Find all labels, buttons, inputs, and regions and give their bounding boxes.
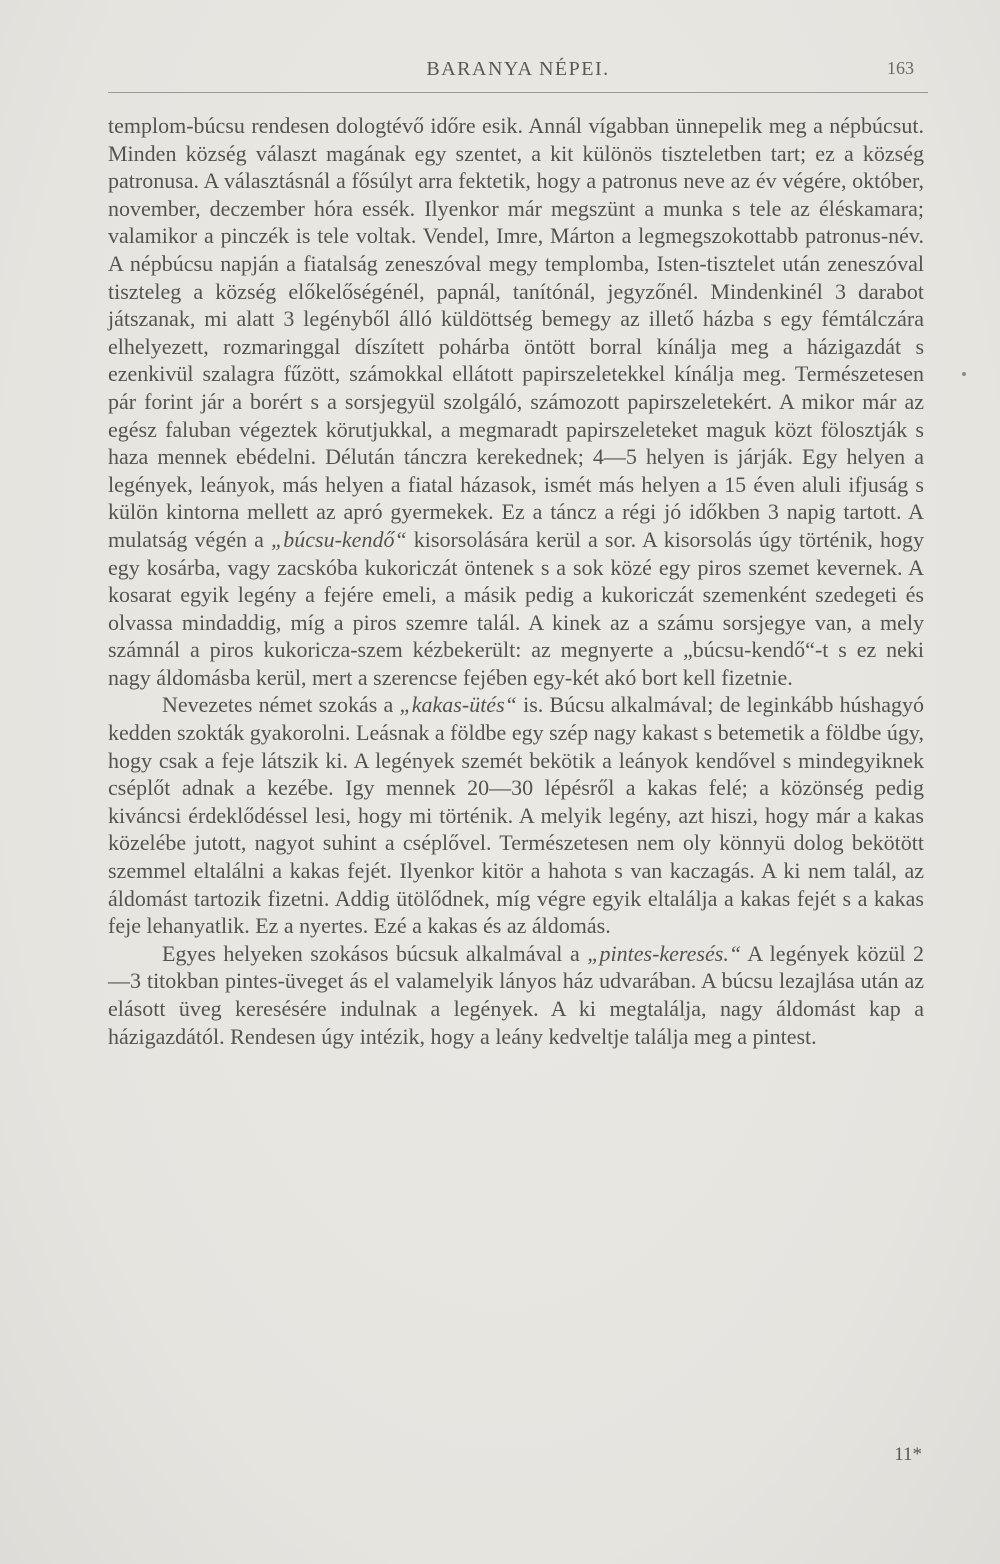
signature-mark: 11* bbox=[894, 1444, 922, 1465]
page-number: 163 bbox=[887, 58, 914, 78]
paragraph bbox=[108, 112, 924, 691]
italic-term: „búcsu-kendő“ bbox=[271, 526, 407, 552]
paragraph-text: kisorsolására kerül a sor. A kisorsolás úgy történik, hogy egy kosárba, vagy zacskóba kukoriczát öntenek s a sok közé egy piros szemet kevernek. A kosarat egyik legény a fejére emeli, a másik pedig a kukoriczát szemenként szedegeti és olvassa mindaddig, míg a piros szemre talál. A kinek az a számu sorsjegye van, a mely számnál a piros kukoricza-szem kézbekerült: az megnyerte a „búcsu-kendő“-t s ez neki nagy áldomásba kerül, mert a szerencse fejében egy-két akó bort kell fizetnie. bbox=[108, 526, 924, 690]
body-text bbox=[108, 112, 924, 1050]
page-header bbox=[108, 56, 928, 93]
paragraph-text: Egyes helyeken szokásos búcsuk alkalmával a bbox=[162, 940, 588, 966]
running-head: BARANYA NÉPEI. bbox=[426, 58, 610, 80]
paragraph-text: A legények közül 2—3 titokban pintes-üveget ás el valamelyik lányos ház udvarában. A búcsu lezajlása után az elásott üveg keresésére indulnak a legények. A ki megtalálja, nagy áldomást kap a házigazdától. Rendesen úgy intézik, hogy a leány kedveltje találja meg a pintest. bbox=[108, 940, 924, 1049]
italic-term: „kakas-ütés“ bbox=[399, 692, 517, 718]
paragraph-text: Nevezetes német szokás a bbox=[162, 692, 400, 718]
paragraph bbox=[108, 940, 924, 1050]
paragraph-text: templom-búcsu rendesen dologtévő időre esik. Annál vígabban ünnepelik meg a népbúcsut. Minden község választ magának egy szentet, a kit különös tiszteletben tart; ez a község patronusa. A választásnál a fősúlyt arra fektetik, hogy a patronus neve az év végére, október, november, deczember hóra essék. Ilyenkor már megszünt a munka s tele az éléskamara; valamikor a pinczék is tele voltak. Vendel, Imre, Márton a legmegszokottabb patronus-név. A népbúcsu napján a fiatalság zeneszóval megy templomba, Isten-tisztelet után zeneszóval tiszteleg a község előkelőségénél, papnál, tanítónál, jegyzőnél. Mindenkinél 3 darabot játszanak, mi alatt 3 legényből álló küldöttség bemegy az illető házba s egy fémtálczára elhelyezett, rozmaringgal díszített pohárba öntött borral kínálja meg a házigazdát s ezenkivül szalagra fűzött, számokkal ellátott papirszeletekkel kínálja meg. Természetesen pár forint jár a borért s a sorsjegyül szolgáló, számozott papirszeletekért. A mikor már az egész faluban végeztek körutjukkal, a megmaradt papirszeleteket maguk közt fölosztják s haza mennek ebédelni. Délután tánczra kerekednek; 4—5 helyen is járják. Egy helyen a legények, leányok, más helyen a fiatal házasok, ismét más helyen a 15 éven aluli ifjuság s külön kintorna mellett az apró gyermekek. Ez a táncz a régi jó időkben 3 napig tartott. A mulatság végén a bbox=[108, 113, 924, 552]
italic-term: „pintes-keresés.“ bbox=[587, 940, 742, 966]
margin-speck bbox=[962, 372, 966, 376]
paragraph bbox=[108, 691, 924, 939]
paragraph-text: is. Búcsu alkalmával; de leginkább húshagyó kedden szokták gyakorolni. Leásnak a földbe egy szép nagy kakast s betemetik a földbe úgy, hogy csak a feje látszik ki. A legények szemét bekötik a leányok kendővel s mindegyiknek cséplőt adnak a kezébe. Igy mennek 20—30 lépésről a kakas felé; a közönség pedig kiváncsi érdeklődéssel lesi, hogy mi történik. A melyik legény, azt hiszi, hogy már a kakas közelébe jutott, nagyot suhint a cséplővel. Természetesen nem oly könnyü dolog bekötött szemmel eltalálni a kakas fejét. Ilyenkor kitör a hahota s van kaczagás. A ki nem talál, az áldomást tartozik fizetni. Addig ütölődnek, míg végre egyik eltalálja a kakas fejét s a kakas feje lehanyatlik. Ez a nyertes. Ezé a kakas és az áldomás. bbox=[108, 692, 924, 939]
